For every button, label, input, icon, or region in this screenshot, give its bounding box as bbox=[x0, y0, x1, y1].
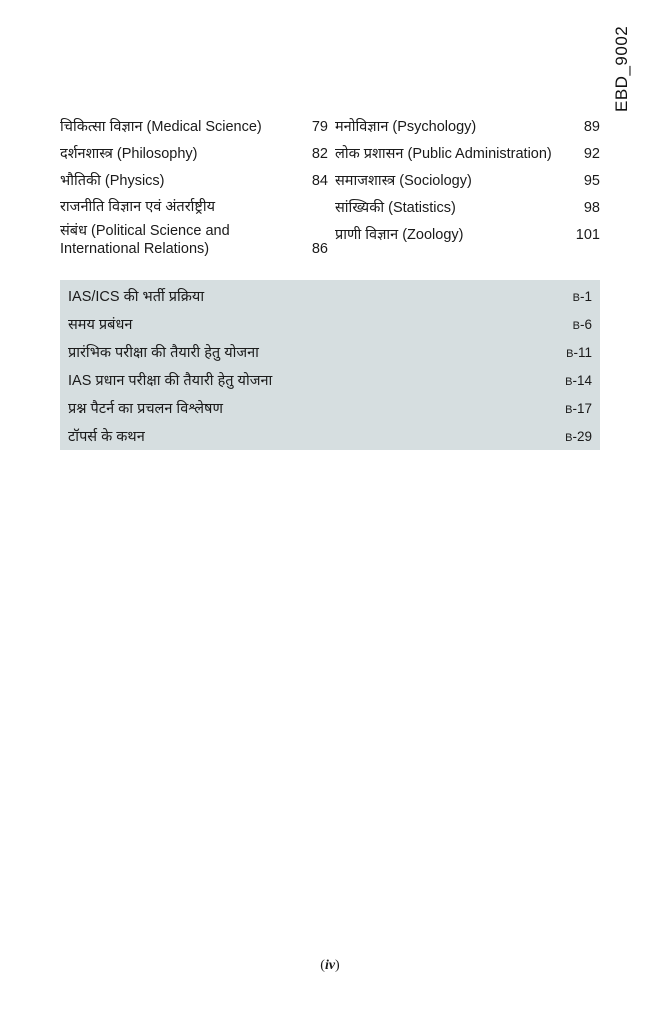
toc-right-column bbox=[335, 118, 600, 253]
toc-entry[interactable] bbox=[60, 172, 328, 190]
toc-entry[interactable] bbox=[60, 118, 328, 136]
toc-entry-label-line: International Relations) bbox=[60, 241, 210, 257]
toc-entry-label: मनोविज्ञान (Psychology) bbox=[335, 119, 477, 135]
box-entry-label: IAS/ICS की भर्ती प्रक्रिया bbox=[68, 289, 205, 305]
box-entry[interactable] bbox=[68, 370, 592, 390]
box-entry-label: टॉपर्स के कथन bbox=[68, 429, 145, 445]
toc-entry-label: लोक प्रशासन (Public Administration) bbox=[335, 146, 552, 162]
page-folio bbox=[0, 958, 660, 974]
folio-close-paren: ) bbox=[335, 958, 340, 973]
box-entry[interactable] bbox=[68, 398, 592, 418]
page-prefix: B bbox=[566, 347, 574, 360]
box-entry[interactable] bbox=[68, 286, 592, 306]
page-number: -1 bbox=[579, 288, 592, 304]
toc-entry-label-line: संबंध (Political Science and bbox=[60, 223, 230, 239]
toc-entry-label-line: राजनीति विज्ञान एवं अंतर्राष्ट्रीय bbox=[60, 199, 216, 215]
shaded-section-box bbox=[60, 280, 600, 450]
page-number: -29 bbox=[572, 428, 592, 444]
box-entry-page bbox=[566, 345, 592, 360]
toc-entry[interactable] bbox=[60, 145, 328, 163]
page-number: -6 bbox=[579, 316, 592, 332]
folio-open-paren: ( bbox=[320, 958, 325, 973]
page-prefix: B bbox=[565, 403, 573, 416]
box-entry[interactable] bbox=[68, 342, 592, 362]
page-number: -11 bbox=[573, 344, 592, 360]
toc-entry-label: प्राणी विज्ञान (Zoology) bbox=[335, 227, 464, 243]
toc-entry-page: 89 bbox=[583, 119, 600, 135]
page-number: -17 bbox=[572, 400, 592, 416]
toc-entry-label: सांख्यिकी (Statistics) bbox=[335, 200, 456, 216]
page-prefix: B bbox=[565, 431, 573, 444]
toc-entry-page: 101 bbox=[575, 227, 600, 243]
toc-entry[interactable] bbox=[335, 172, 600, 190]
toc-entry-page: 79 bbox=[311, 119, 328, 135]
box-entry-page bbox=[573, 317, 592, 332]
box-entry-page bbox=[573, 289, 592, 304]
box-entry-label: प्रारंभिक परीक्षा की तैयारी हेतु योजना bbox=[68, 345, 259, 361]
toc-entry[interactable] bbox=[60, 198, 328, 258]
folio-roman-number: iv bbox=[324, 958, 336, 973]
box-entry-label: प्रश्न पैटर्न का प्रचलन विश्लेषण bbox=[68, 401, 223, 417]
page-prefix: B bbox=[572, 291, 580, 304]
toc-entry[interactable] bbox=[335, 118, 600, 136]
toc-entry-page: 92 bbox=[583, 146, 600, 162]
toc-entry-label: दर्शनशास्त्र (Philosophy) bbox=[60, 146, 198, 162]
toc-entry-page: 95 bbox=[583, 173, 600, 189]
toc-entry-label: चिकित्सा विज्ञान (Medical Science) bbox=[60, 119, 262, 135]
page-prefix: B bbox=[572, 319, 580, 332]
box-entry[interactable] bbox=[68, 426, 592, 446]
page-number: -14 bbox=[572, 372, 592, 388]
page-prefix: B bbox=[565, 375, 573, 388]
toc-entry-page: 82 bbox=[311, 146, 328, 162]
box-entry-label: समय प्रबंधन bbox=[68, 317, 133, 333]
box-entry-page bbox=[565, 373, 592, 388]
box-entry[interactable] bbox=[68, 314, 592, 334]
toc-entry-page: 98 bbox=[583, 200, 600, 216]
toc-entry-label: भौतिकी (Physics) bbox=[60, 173, 165, 189]
document-code: EBD_9002 bbox=[612, 25, 631, 112]
box-entry-label: IAS प्रधान परीक्षा की तैयारी हेतु योजना bbox=[68, 373, 273, 389]
toc-entry[interactable] bbox=[335, 226, 600, 244]
toc-entry-label: समाजशास्त्र (Sociology) bbox=[335, 173, 472, 189]
box-entry-page bbox=[565, 401, 592, 416]
toc-entry-label bbox=[60, 198, 230, 258]
box-entry-page bbox=[565, 429, 592, 444]
toc-entry[interactable] bbox=[335, 145, 600, 163]
toc-entry-page: 84 bbox=[311, 173, 328, 189]
toc-entry[interactable] bbox=[335, 199, 600, 217]
toc-entry-page: 86 bbox=[311, 241, 328, 257]
toc-left-column bbox=[60, 118, 328, 258]
